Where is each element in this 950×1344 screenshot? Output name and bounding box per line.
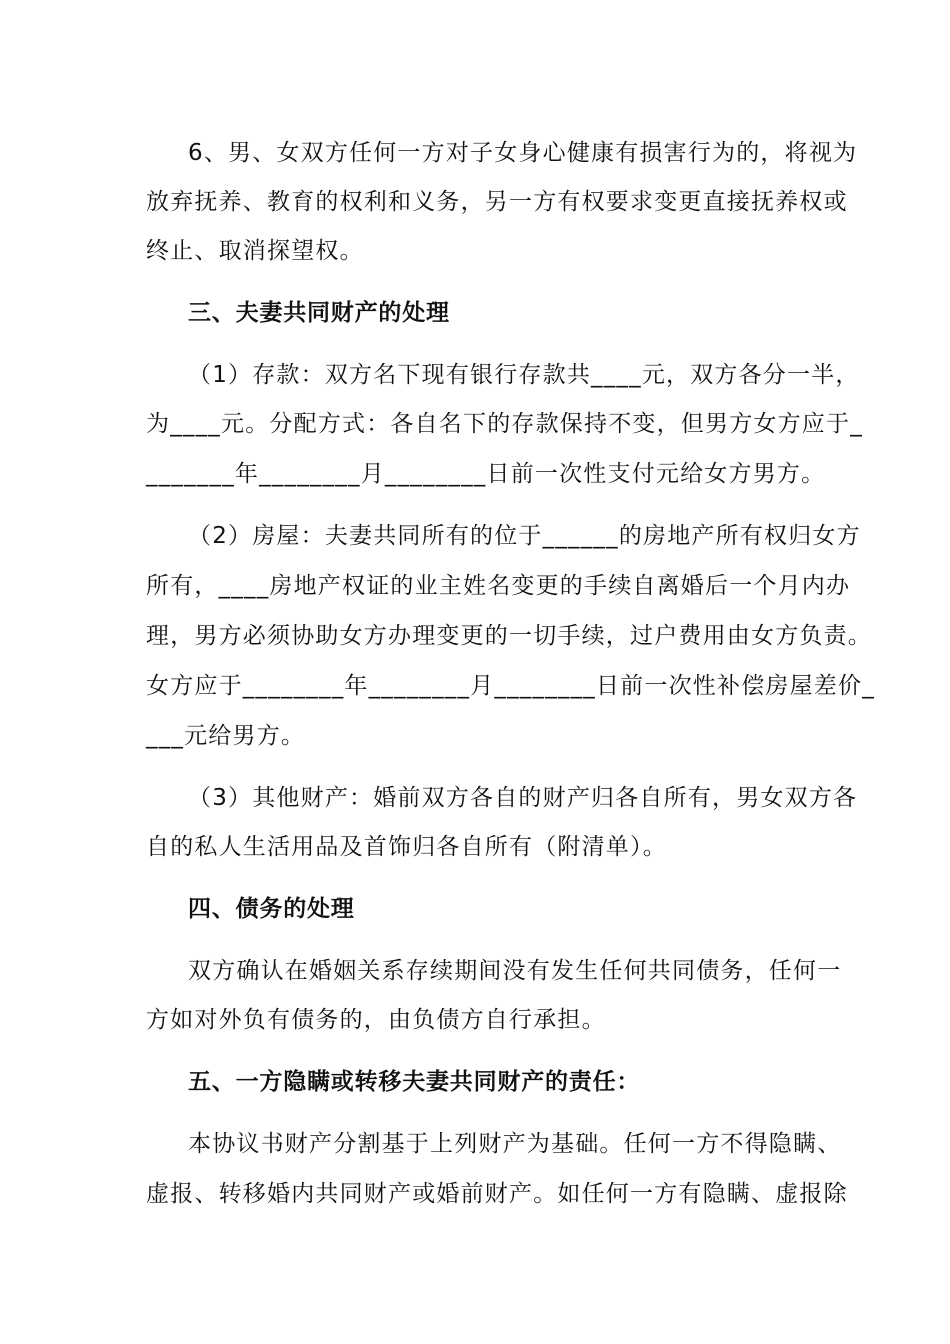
section-5-heading: 五、一方隐瞒或转移夫妻共同财产的责任： (188, 1069, 641, 1095)
debt-line-2: 方如对外负有债务的，由负债方自行承担。 (146, 1007, 606, 1033)
concealment-line-2: 虚报、转移婚内共同财产或婚前财产。如任何一方有隐瞒、虚报除 (146, 1181, 848, 1207)
debt-line-1: 双方确认在婚姻关系存续期间没有发生任何共同债务，任何一 (188, 958, 842, 984)
house-line-2: 所有，____房地产权证的业主姓名变更的手续自离婚后一个月内办 (146, 573, 851, 599)
deposit-line-3: _______年________月________日前一次性支付元给女方男方。 (146, 461, 826, 487)
clause-6-line-1: 6、男、女双方任何一方对子女身心健康有损害行为的，将视为 (188, 140, 858, 166)
other-property-line-2: 自的私人生活用品及首饰归各自所有（附清单）。 (146, 834, 667, 860)
house-line-4: 女方应于________年________月________日前一次性补偿房屋差价_ (146, 673, 875, 699)
clause-6-line-2: 放弃抚养、教育的权利和义务，另一方有权要求变更直接抚养权或 (146, 189, 848, 215)
house-line-3: 理，男方必须协助女方办理变更的一切手续，过户费用由女方负责。 (146, 623, 872, 649)
other-property-line-1: （3）其他财产：婚前双方各自的财产归各自所有，男女双方各 (188, 785, 858, 811)
section-3-heading: 三、夫妻共同财产的处理 (188, 300, 450, 326)
concealment-line-1: 本协议书财产分割基于上列财产为基础。任何一方不得隐瞒、 (188, 1131, 842, 1157)
house-line-1: （2）房屋：夫妻共同所有的位于______的房地产所有权归女方 (188, 523, 861, 549)
deposit-line-2: 为____元。分配方式：各自名下的存款保持不变，但男方女方应于_ (146, 411, 863, 437)
clause-6-line-3: 终止、取消探望权。 (146, 238, 364, 264)
house-line-5: ___元给男方。 (146, 723, 306, 749)
section-4-heading: 四、债务的处理 (188, 896, 355, 922)
deposit-line-1: （1）存款：双方名下现有银行存款共____元，双方各分一半， (188, 362, 860, 388)
